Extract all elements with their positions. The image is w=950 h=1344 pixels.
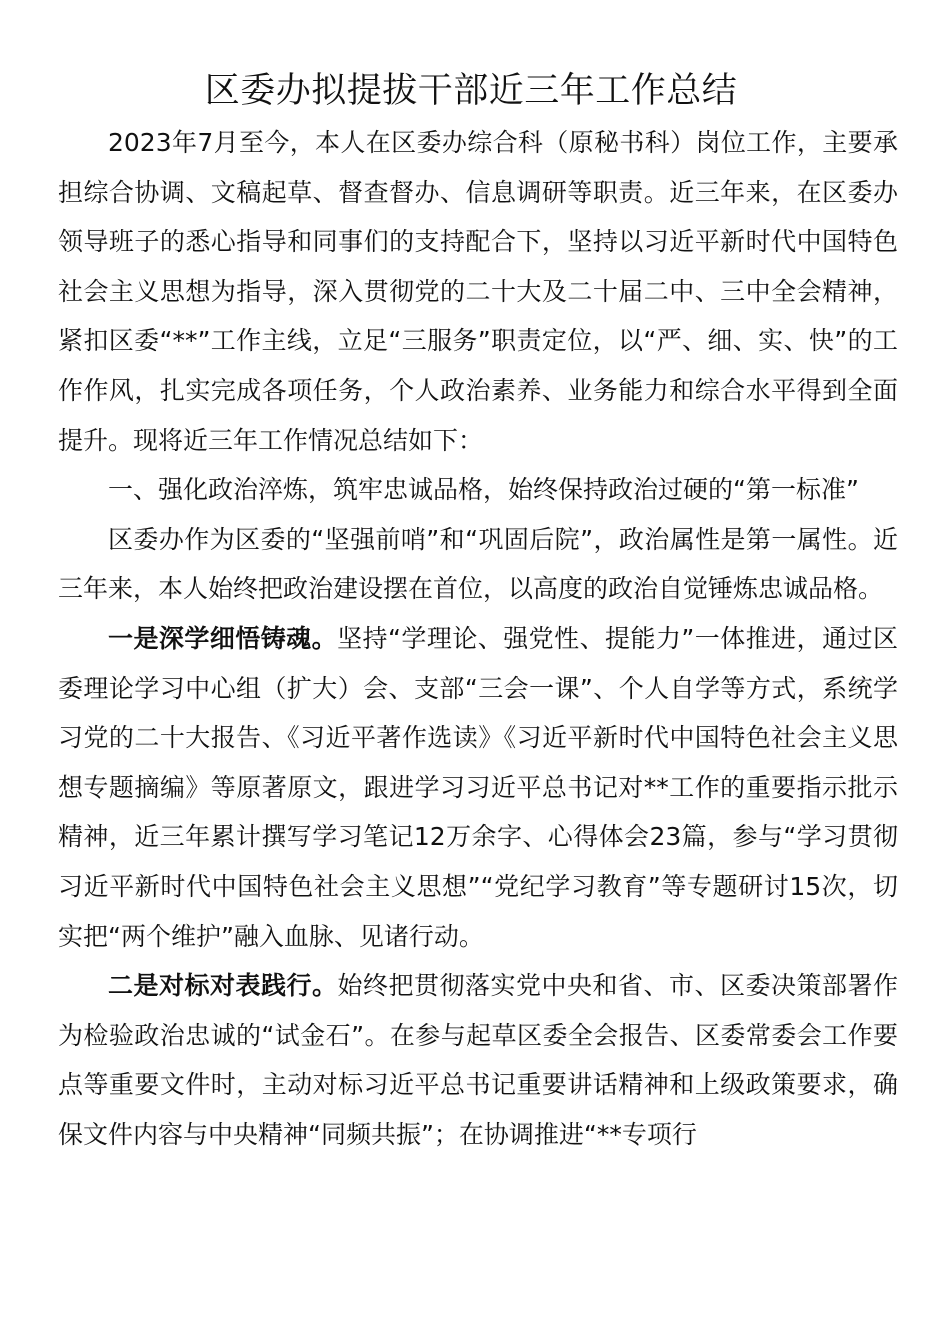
section-heading-1-text: 一、强化政治淬炼，筑牢忠诚品格，始终保持政治过硬的“第一标准”: [108, 475, 859, 505]
point-2-lead: 二是对标对表践行。: [108, 971, 338, 1001]
point-1-paragraph: [58, 614, 898, 961]
section-1-intro-text: 区委办作为区委的“坚强前哨”和“巩固后院”，政治属性是第一属性。近三年来，本人始终把政治建设摆在首位，以高度的政治自觉锤炼忠诚品格。: [58, 524, 898, 604]
section-1-intro-paragraph: [58, 515, 898, 614]
document-title: 区委办拟提拔干部近三年工作总结: [204, 71, 738, 111]
point-2-text: 始终把贯彻落实党中央和省、市、区委决策部署作为检验政治忠诚的“试金石”。在参与起草区委全会报告、区委常委会工作要点等重要文件时，主动对标习近平总书记重要讲话精神和上级政策要求，确保文件内容与中央精神“同频共振”；在协调推进“**专项行: [58, 971, 898, 1149]
point-1-lead: 一是深学细悟铸魂。: [108, 623, 338, 653]
intro-paragraph-text: 2023年7月至今，本人在区委办综合科（原秘书科）岗位工作，主要承担综合协调、文稿起草、督查督办、信息调研等职责。近三年来，在区委办领导班子的悉心指导和同事们的支持配合下，坚持以习近平新时代中国特色社会主义思想为指导，深入贯彻党的二十大及二十届二中、三中全会精神，紧扣区委“**”工作主线，立足“三服务”职责定位，以“严、细、实、快”的工作作风，扎实完成各项任务，个人政治素养、业务能力和综合水平得到全面提升。现将近三年工作情况总结如下：: [58, 128, 898, 455]
point-1-text: 坚持“学理论、强党性、提能力”一体推进，通过区委理论学习中心组（扩大）会、支部“三会一课”、个人自学等方式，系统学习党的二十大报告、《习近平著作选读》《习近平新时代中国特色社会主义思想专题摘编》等原著原文，跟进学习习近平总书记对**工作的重要指示批示精神，近三年累计撰写学习笔记12万余字、心得体会23篇，参与“学习贯彻习近平新时代中国特色社会主义思想”“党纪学习教育”等专题研讨15次，切实把“两个维护”融入血脉、见诸行动。: [58, 623, 898, 951]
intro-paragraph: [58, 118, 898, 465]
document-page: [58, 64, 898, 1159]
point-2-paragraph: [58, 961, 898, 1159]
section-heading-1: [58, 465, 898, 515]
